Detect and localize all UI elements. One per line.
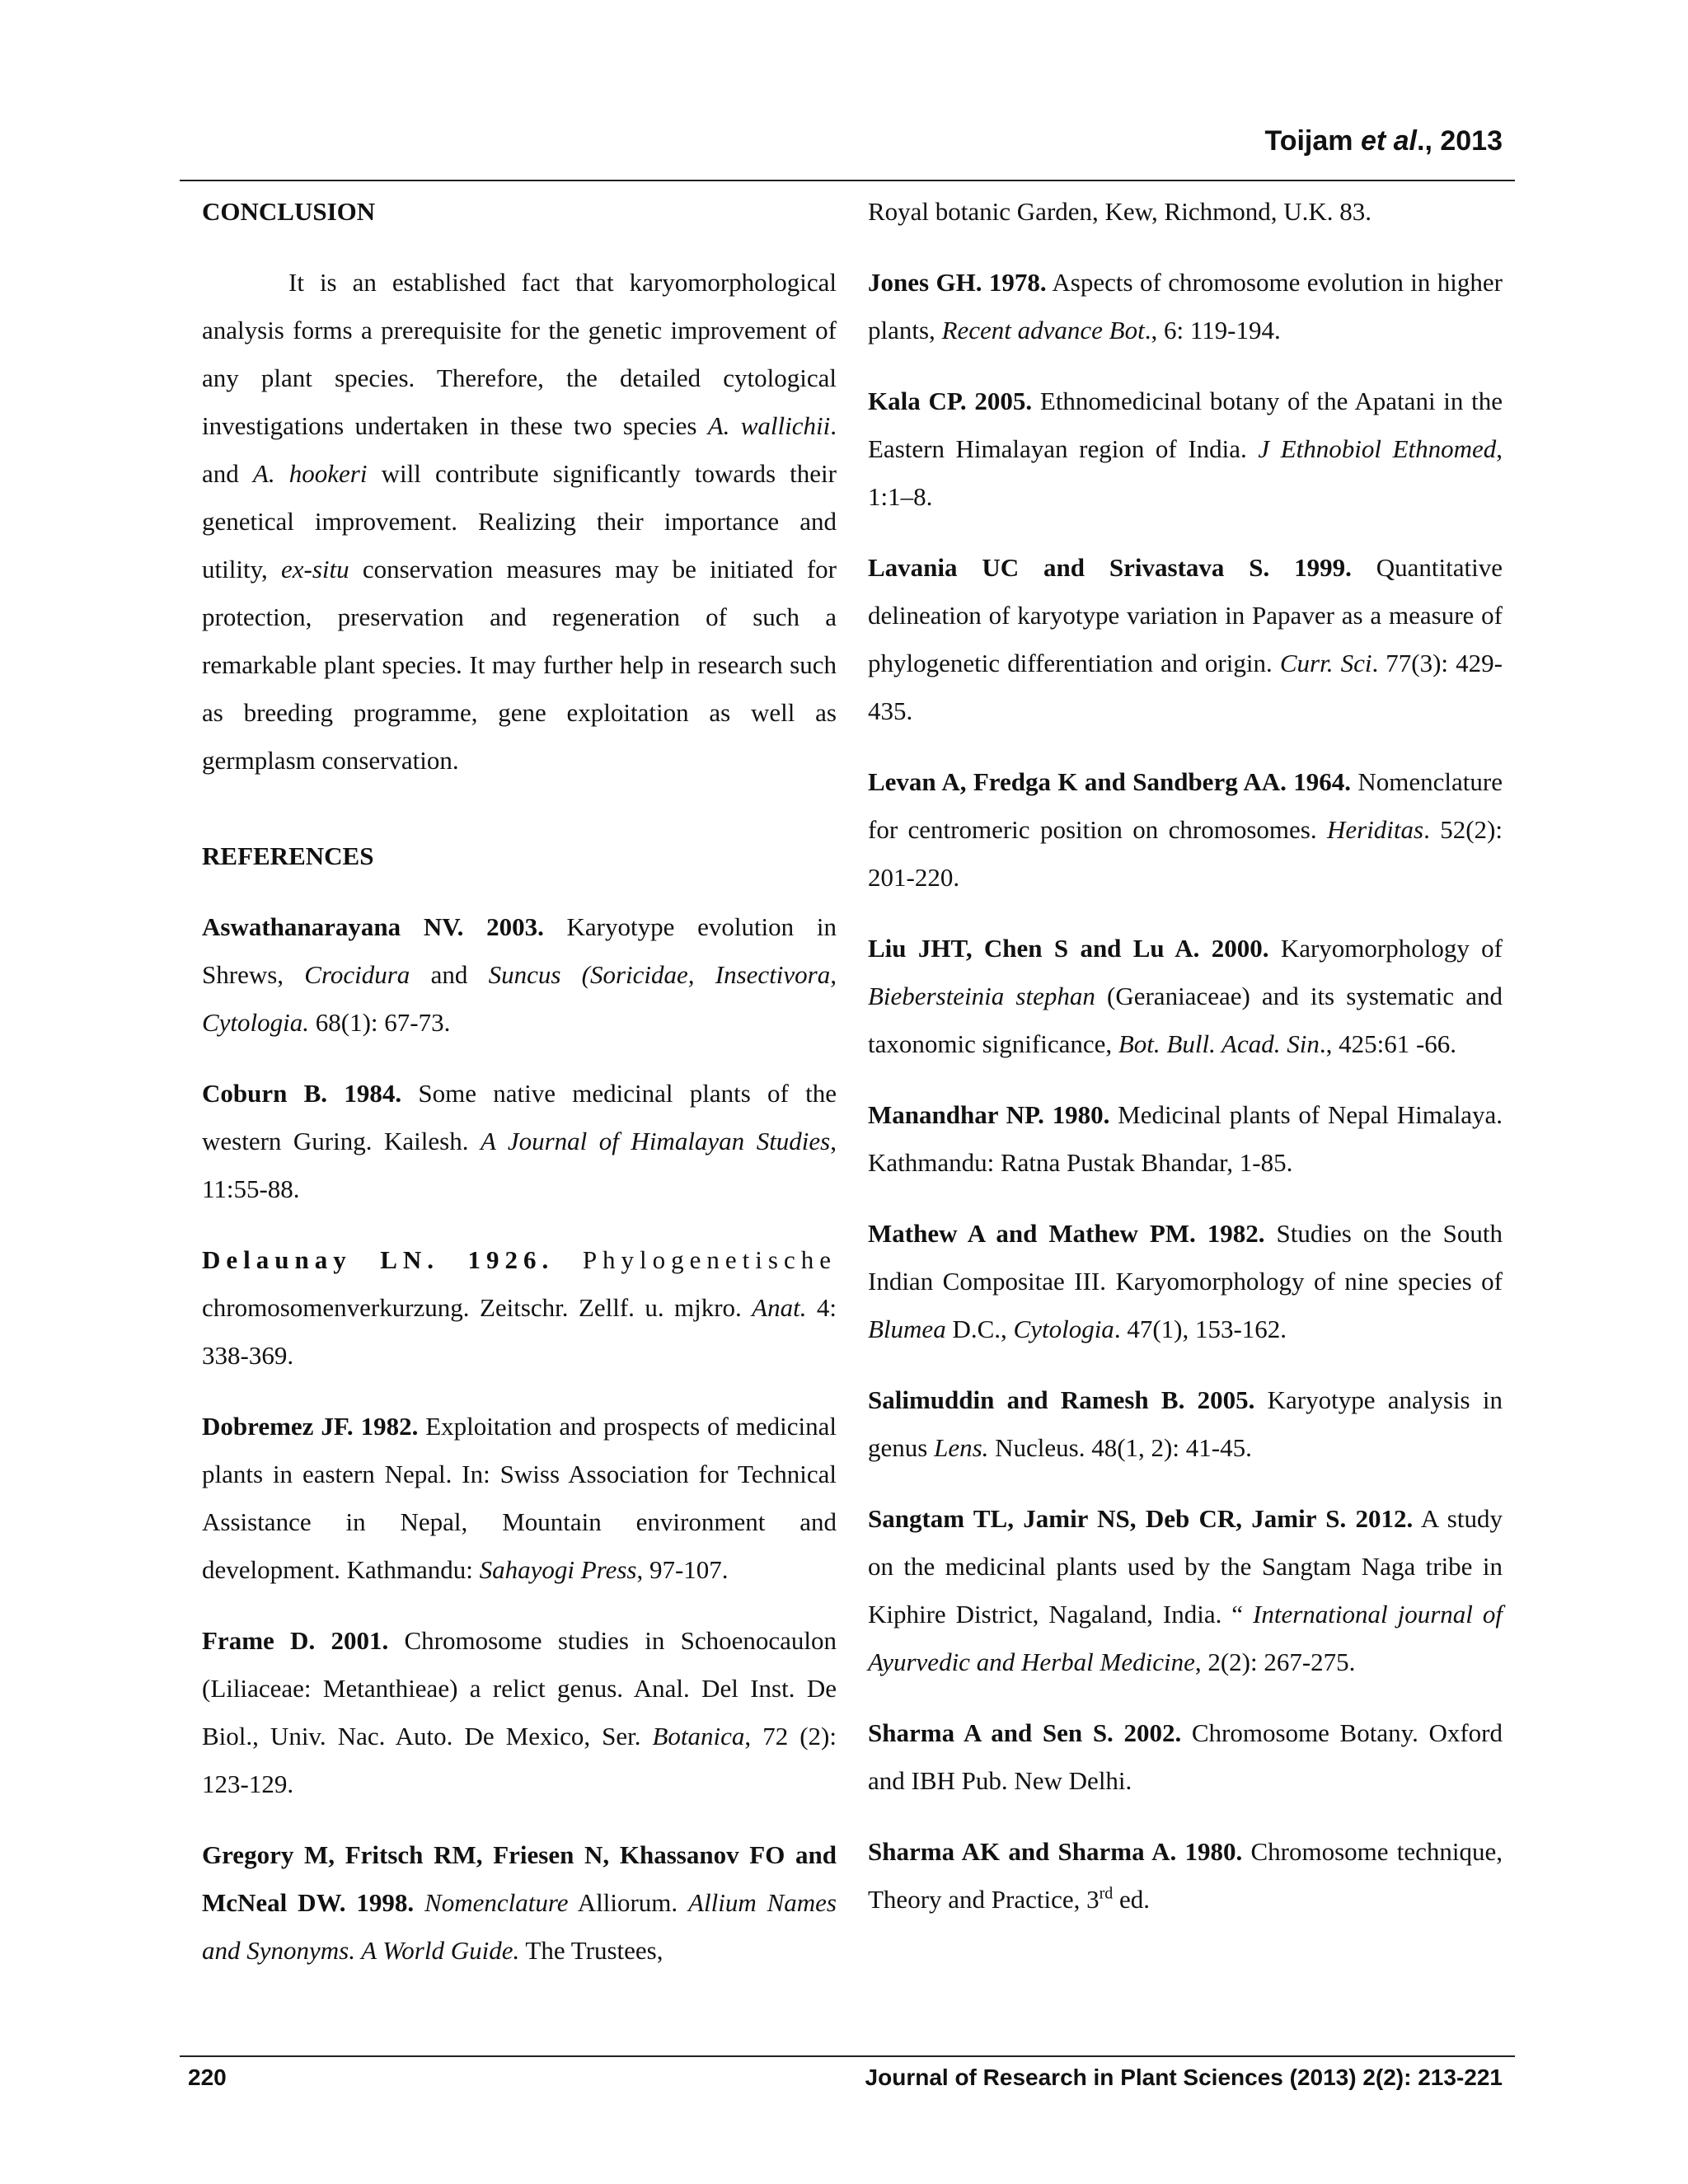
header-rule xyxy=(180,180,1515,181)
footer-rule xyxy=(180,2055,1515,2057)
reference-jones: Jones GH. 1978. Aspects of chromosome evolution in higher plants, Recent advance Bot., 6: 119-194. xyxy=(868,268,1503,344)
running-header-author: Toijam et al., 2013 xyxy=(1264,125,1503,157)
reference-sharma-sen: Sharma A and Sen S. 2002. Chromosome Botany. Oxford and IBH Pub. New Delhi. xyxy=(868,1718,1503,1795)
reference-lavania: Lavania UC and Srivastava S. 1999. Quantitative delineation of karyotype variation in Papaver as a measure of phylogenetic differentiation and origin. Curr. Sci. 77(3): 429-435. xyxy=(868,553,1503,725)
conclusion-paragraph: It is an established fact that karyomorphological analysis forms a prerequisite for the genetic improvement of any plant species. Therefore, the detailed cytological investigations undertaken in these two species A. wallichii. and A. hookeri will contribute significantly towards their genetical improvement. Realizing their importance and utility, ex-situ conservation measures may be initiated for protection, preservation and regeneration of such a remarkable plant species. It may further help in research such as breeding programme, gene exploitation as well as germplasm conservation. xyxy=(202,268,837,775)
reference-gregory-continued: Royal botanic Garden, Kew, Richmond, U.K. 83. xyxy=(868,197,1372,226)
reference-delaunay: Delaunay LN. 1926. Phylogenetische chromosomenverkurzung. Zeitschr. Zellf. u. mjkro. Anat. 4: 338-369. xyxy=(202,1245,837,1370)
reference-frame: Frame D. 2001. Chromosome studies in Schoenocaulon (Liliaceae: Metanthieae) a relict genus. Anal. Del Inst. De Biol., Univ. Nac. Auto. De Mexico, Ser. Botanica, 72 (2): 123-129. xyxy=(202,1626,837,1798)
reference-sangtam: Sangtam TL, Jamir NS, Deb CR, Jamir S. 2012. A study on the medicinal plants used by the Sangtam Naga tribe in Kiphire District, Nagaland, India. “ International journal of Ayurvedic and Herbal Medicine, 2(2): 267-275. xyxy=(868,1504,1503,1676)
reference-aswathanarayana: Aswathanarayana NV. 2003. Karyotype evolution in Shrews, Crocidura and Suncus (Soricidae, Insectivora, Cytologia. 68(1): 67-73. xyxy=(202,912,837,1037)
reference-dobremez: Dobremez JF. 1982. Exploitation and prospects of medicinal plants in eastern Nepal. In: Swiss Association for Technical Assistance in Nepal, Mountain environment and development. Kathmandu: Sahayogi Press, 97-107. xyxy=(202,1412,837,1584)
reference-kala: Kala CP. 2005. Ethnomedicinal botany of the Apatani in the Eastern Himalayan region of India. J Ethnobiol Ethnomed, 1:1–8. xyxy=(868,387,1503,511)
page-number: 220 xyxy=(188,2064,227,2090)
reference-manandhar: Manandhar NP. 1980. Medicinal plants of Nepal Himalaya. Kathmandu: Ratna Pustak Bhandar, 1-85. xyxy=(868,1100,1503,1177)
reference-levan: Levan A, Fredga K and Sandberg AA. 1964. Nomenclature for centromeric position on chromosomes. Heriditas. 52(2): 201-220. xyxy=(868,767,1503,892)
reference-gregory: Gregory M, Fritsch RM, Friesen N, Khassanov FO and McNeal DW. 1998. Nomenclature Alliorum. Allium Names and Synonyms. A World Guide. The Trustees, xyxy=(202,1840,837,1965)
reference-liu: Liu JHT, Chen S and Lu A. 2000. Karyomorphology of Biebersteinia stephan (Geraniaceae) and its systematic and taxonomic significance, Bot. Bull. Acad. Sin., 425:61 -66. xyxy=(868,934,1503,1058)
reference-mathew: Mathew A and Mathew PM. 1982. Studies on the South Indian Compositae III. Karyomorphology of nine species of Blumea D.C., Cytologia. 47(1), 153-162. xyxy=(868,1219,1503,1343)
reference-salimuddin: Salimuddin and Ramesh B. 2005. Karyotype analysis in genus Lens. Nucleus. 48(1, 2): 41-45. xyxy=(868,1385,1503,1462)
reference-sharma-sharma: Sharma AK and Sharma A. 1980. Chromosome technique, Theory and Practice, 3rd ed. xyxy=(868,1837,1503,1914)
conclusion-heading: CONCLUSION xyxy=(202,197,376,226)
right-column xyxy=(868,188,1503,1947)
reference-coburn: Coburn B. 1984. Some native medicinal plants of the western Guring. Kailesh. A Journal of Himalayan Studies, 11:55-88. xyxy=(202,1079,837,1203)
journal-citation: Journal of Research in Plant Sciences (2013) 2(2): 213-221 xyxy=(865,2064,1503,2090)
references-heading: REFERENCES xyxy=(202,841,374,870)
left-column xyxy=(202,188,837,1998)
